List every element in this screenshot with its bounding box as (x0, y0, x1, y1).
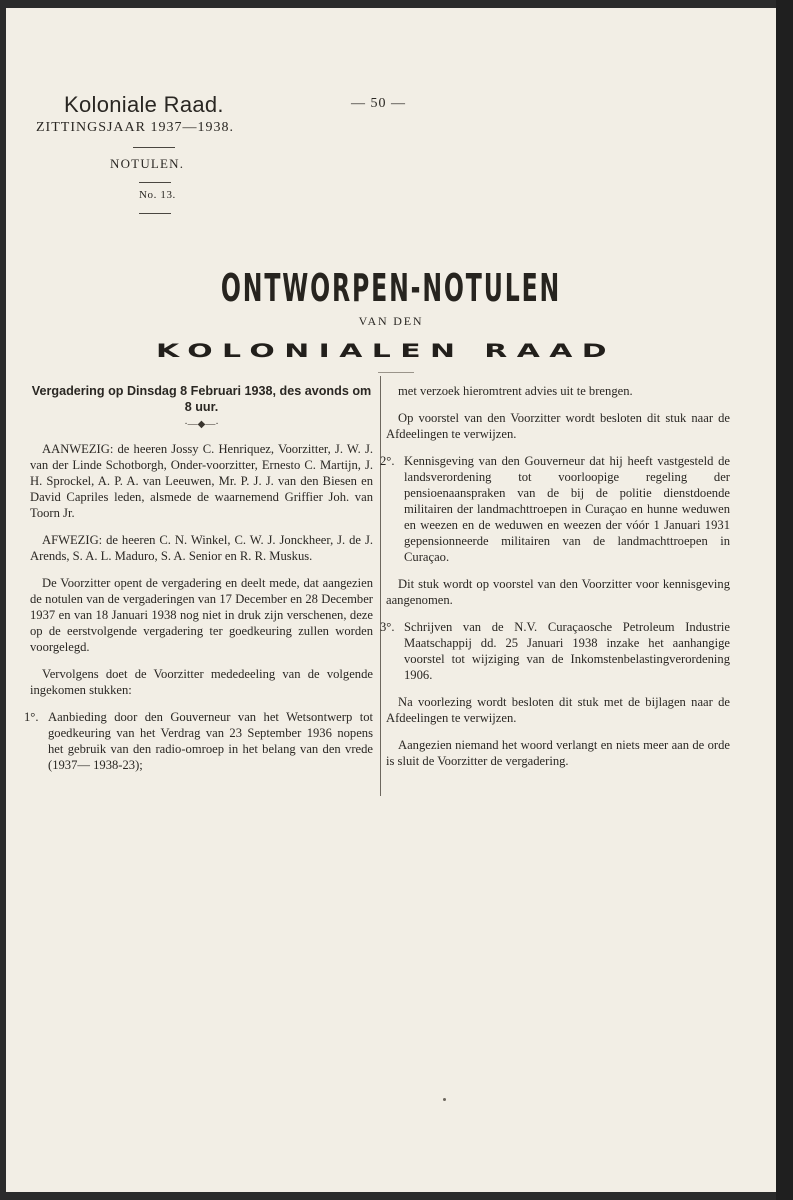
notulen-number: No. 13. (139, 189, 176, 201)
left-column (24, 383, 373, 784)
item-3-text: Schrijven van de N.V. Curaçaosche Petroleum Industrie Maatschappij dd. 25 Januari 1938 inzake het aanhangige voorstel tot wijziging van de Inkomstenbelastingverordening 1906. (404, 620, 730, 682)
closing-paragraph: Aangezien niemand het woord verlangt en niets meer aan de orde is sluit de Voorzitter de vergadering. (386, 738, 730, 768)
header-rule-top (133, 147, 175, 148)
document-page (6, 8, 776, 1192)
acknowledged-paragraph: Dit stuk wordt op voorstel van den Voorzitter voor kennisgeving aangenomen. (386, 577, 730, 607)
main-title: ONTWORPEN-NOTULEN (220, 266, 562, 310)
header-title: Koloniale Raad. (64, 92, 224, 117)
item-3 (380, 619, 730, 683)
item-3-number: 3°. (380, 620, 395, 634)
item-1-number: 1°. (24, 710, 39, 724)
incoming-paragraph: Vervolgens doet de Voorzitter mededeeling van de volgende ingekomen stukken: (30, 667, 373, 697)
column-top-rule (378, 372, 414, 373)
item-2 (380, 453, 730, 565)
continuation-paragraph: met verzoek hieromtrent advies uit te brengen. (398, 384, 633, 398)
opening-paragraph: De Voorzitter opent de vergadering en deelt mede, dat aangezien de notulen van de vergaderingen van 17 December en 28 December 1937 en van 18 Januari 1938 nog niet in druk zijn verschenen, deze op de eerstvolgende vergadering ter goedkeuring zullen worden voorgelegd. (30, 576, 373, 654)
present-paragraph: AANWEZIG: de heeren Jossy C. Henriquez, Voorzitter, J. W. J. van der Linde Schotborgh, Onder-voorzitter, Ernesto C. Martijn, J. H. Sprockel, A. P. A. van Leeuwen, Mr. P. J. J. van den Biesen en David Capriles leden, alsmede de waarnemend Griffier Joh. van Toorn Jr. (30, 442, 373, 520)
proposal-paragraph: Op voorstel van den Voorzitter wordt besloten dit stuk naar de Afdeelingen te verwijzen. (386, 411, 730, 441)
meeting-heading: Vergadering op Dinsdag 8 Februari 1938, des avonds om 8 uur. (31, 384, 372, 414)
item-2-text: Kennisgeving van den Gouverneur dat hij heeft vastgesteld de landsverordening tot voorloopige regeling der pensioenaanspraken van de bij de politie dienstdoende militairen der landmachttroepen in Curaçao en hunne weduwen en weezen en de weduwen en weezen der vóór 1 Januari 1931 gepensionneerde militairen van de landmachttroepen in Curaçao. (404, 454, 730, 564)
scan-edge (776, 0, 793, 1200)
absent-paragraph: AFWEZIG: de heeren C. N. Winkel, C. W. J. Jonckheer, J. de J. Arends, S. A. L. Maduro, S. A. Senior en R. R. Muskus. (30, 533, 373, 563)
header-rule-bottom (139, 213, 171, 214)
session-year: ZITTINGSJAAR 1937—1938. (36, 120, 234, 135)
item-2-number: 2°. (380, 454, 395, 468)
van-den-label: VAN DEN (358, 314, 424, 328)
ink-speck (443, 1098, 446, 1101)
item-1 (24, 709, 373, 773)
right-column (380, 383, 730, 780)
notulen-label: NOTULEN. (110, 156, 185, 171)
item-1-text: Aanbieding door den Gouverneur van het Wetsontwerp tot goedkeuring van het Verdrag van 23 September 1936 nopens het gebruik van den radio-omroep in het belang van den vrede (1937— 1938-23); (48, 710, 373, 772)
after-reading-paragraph: Na voorlezing wordt besloten dit stuk met de bijlagen naar de Afdeelingen te verwijzen. (386, 695, 730, 725)
page-number: — 50 — (351, 96, 406, 111)
council-name: KOLONIALEN RAAD (156, 340, 616, 361)
ornament-divider: ·—◆—· (184, 419, 219, 430)
column-divider (380, 376, 381, 796)
header-rule-middle (139, 182, 171, 183)
council-name-banner (153, 339, 619, 361)
